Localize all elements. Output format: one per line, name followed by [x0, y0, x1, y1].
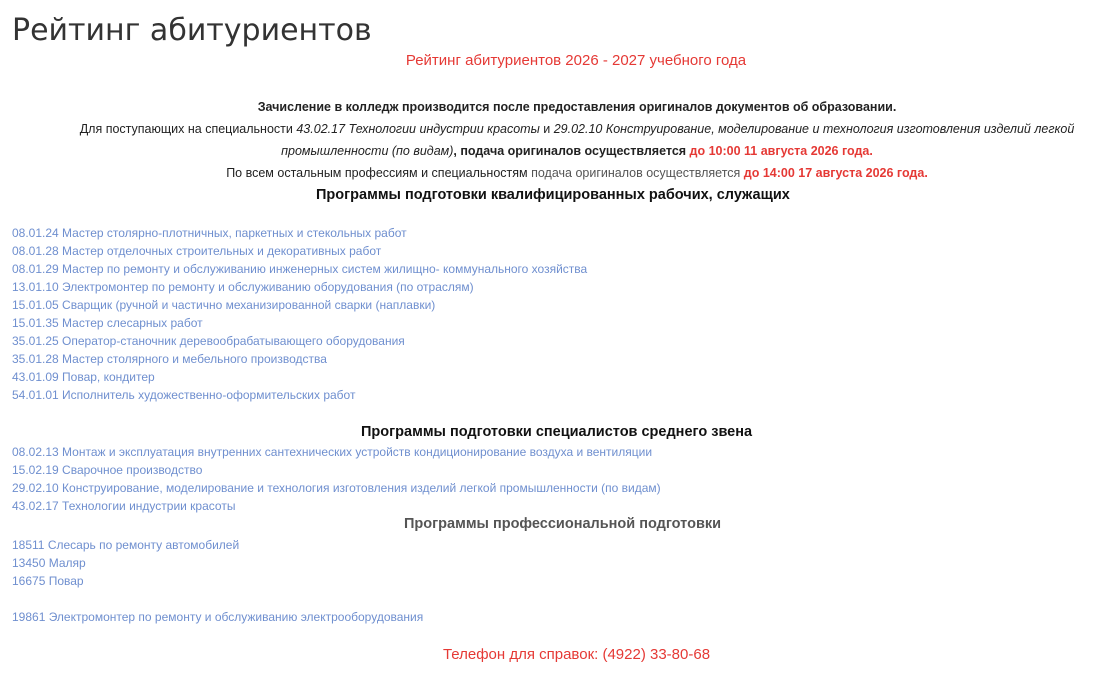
professional-section-heading: Программы профессиональной подготовки — [404, 516, 722, 532]
specialists-section-heading: Программы подготовки специалистов среднего звена — [361, 424, 753, 440]
program-link[interactable]: 18511 Слесарь по ремонту автомобилей — [12, 538, 240, 552]
list-item[interactable] — [12, 314, 587, 332]
program-link[interactable]: 35.01.25 Оператор-станочник деревообрабатывающего оборудования — [12, 334, 405, 348]
list-item[interactable] — [12, 536, 239, 554]
program-link[interactable]: 08.01.28 Мастер отделочных строительных и декоративных работ — [12, 244, 382, 258]
rating-year-subtitle: Рейтинг абитуриентов 2026 - 2027 учебного года — [405, 52, 747, 69]
list-item[interactable] — [12, 554, 239, 572]
other-deadline-prefix: По всем остальным профессиям и специальностям — [226, 166, 532, 180]
deadline-date-1: до 10:00 11 августа 2026 года. — [689, 144, 873, 158]
list-item[interactable] — [12, 386, 587, 404]
program-link[interactable]: 29.02.10 Конструирование, моделирование и технология изготовления изделий легкой промышленности (по видам) — [12, 481, 661, 495]
list-item[interactable] — [12, 479, 661, 497]
workers-section-heading: Программы подготовки квалифицированных рабочих, служащих — [316, 187, 790, 203]
list-item[interactable] — [12, 332, 587, 350]
list-item[interactable] — [12, 278, 587, 296]
enrollment-notice-text: Зачисление в колледж производится после предоставления оригиналов документов об образовании. — [257, 100, 897, 114]
professional-extra-list — [12, 608, 423, 626]
list-item[interactable] — [12, 350, 587, 368]
list-item[interactable] — [12, 296, 587, 314]
program-link[interactable]: 15.02.19 Сварочное производство — [12, 463, 203, 477]
specialty-light-industry: 29.02.10 Конструирование, моделирование и технология изготовления изделий легкой промышленности (по видам) — [281, 122, 1075, 158]
professional-program-list — [12, 536, 239, 590]
other-deadline-notice — [52, 162, 1102, 184]
specialty-beauty: 43.02.17 Технологии индустрии красоты — [296, 122, 540, 136]
program-link[interactable]: 08.02.13 Монтаж и эксплуатация внутренних сантехнических устройств кондиционирование воздуха и вентиляции — [12, 445, 653, 459]
program-link[interactable]: 15.01.35 Мастер слесарных работ — [12, 316, 203, 330]
program-link[interactable]: 08.01.29 Мастер по ремонту и обслуживанию инженерных систем жилищно- коммунального хозяйства — [12, 262, 588, 276]
program-link[interactable]: 54.01.01 Исполнитель художественно-оформительских работ — [12, 388, 356, 402]
specialists-program-list — [12, 443, 661, 515]
program-link[interactable]: 13.01.10 Электромонтер по ремонту и обслуживанию оборудования (по отраслям) — [12, 280, 474, 294]
program-link[interactable]: 13450 Маляр — [12, 556, 86, 570]
enrollment-notice — [52, 96, 1102, 118]
list-item[interactable] — [12, 242, 587, 260]
list-item[interactable] — [12, 443, 661, 461]
page-title: Рейтинг абитуриентов — [12, 13, 372, 48]
list-item[interactable] — [12, 260, 587, 278]
workers-program-list — [12, 224, 587, 404]
deadline-notice-prefix: Для поступающих на специальности — [79, 122, 297, 136]
list-item[interactable] — [12, 224, 587, 242]
list-item[interactable] — [12, 368, 587, 386]
deadline-notice-bold: , подача оригиналов осуществляется — [453, 144, 690, 158]
program-link[interactable]: 43.01.09 Повар, кондитер — [12, 370, 155, 384]
program-link[interactable]: 35.01.28 Мастер столярного и мебельного производства — [12, 352, 327, 366]
deadline-notice-and: и — [539, 122, 554, 136]
contact-phone: Телефон для справок: (4922) 33-80-68 — [442, 646, 711, 663]
list-item[interactable] — [12, 461, 661, 479]
list-item[interactable] — [12, 572, 239, 590]
list-item[interactable] — [12, 608, 423, 626]
list-item[interactable] — [12, 497, 661, 515]
program-link[interactable]: 19861 Электромонтер по ремонту и обслуживанию электрооборудования — [12, 610, 424, 624]
program-link[interactable]: 16675 Повар — [12, 574, 84, 588]
other-deadline-middle: подача оригиналов осуществляется — [531, 166, 744, 180]
deadline-date-2: до 14:00 17 августа 2026 года. — [743, 166, 928, 180]
program-link[interactable]: 08.01.24 Мастер столярно-плотничных, паркетных и стекольных работ — [12, 226, 407, 240]
program-link[interactable]: 15.01.05 Сварщик (ручной и частично механизированной сварки (наплавки) — [12, 298, 436, 312]
program-link[interactable]: 43.02.17 Технологии индустрии красоты — [12, 499, 236, 513]
originals-deadline-notice — [52, 118, 1102, 162]
